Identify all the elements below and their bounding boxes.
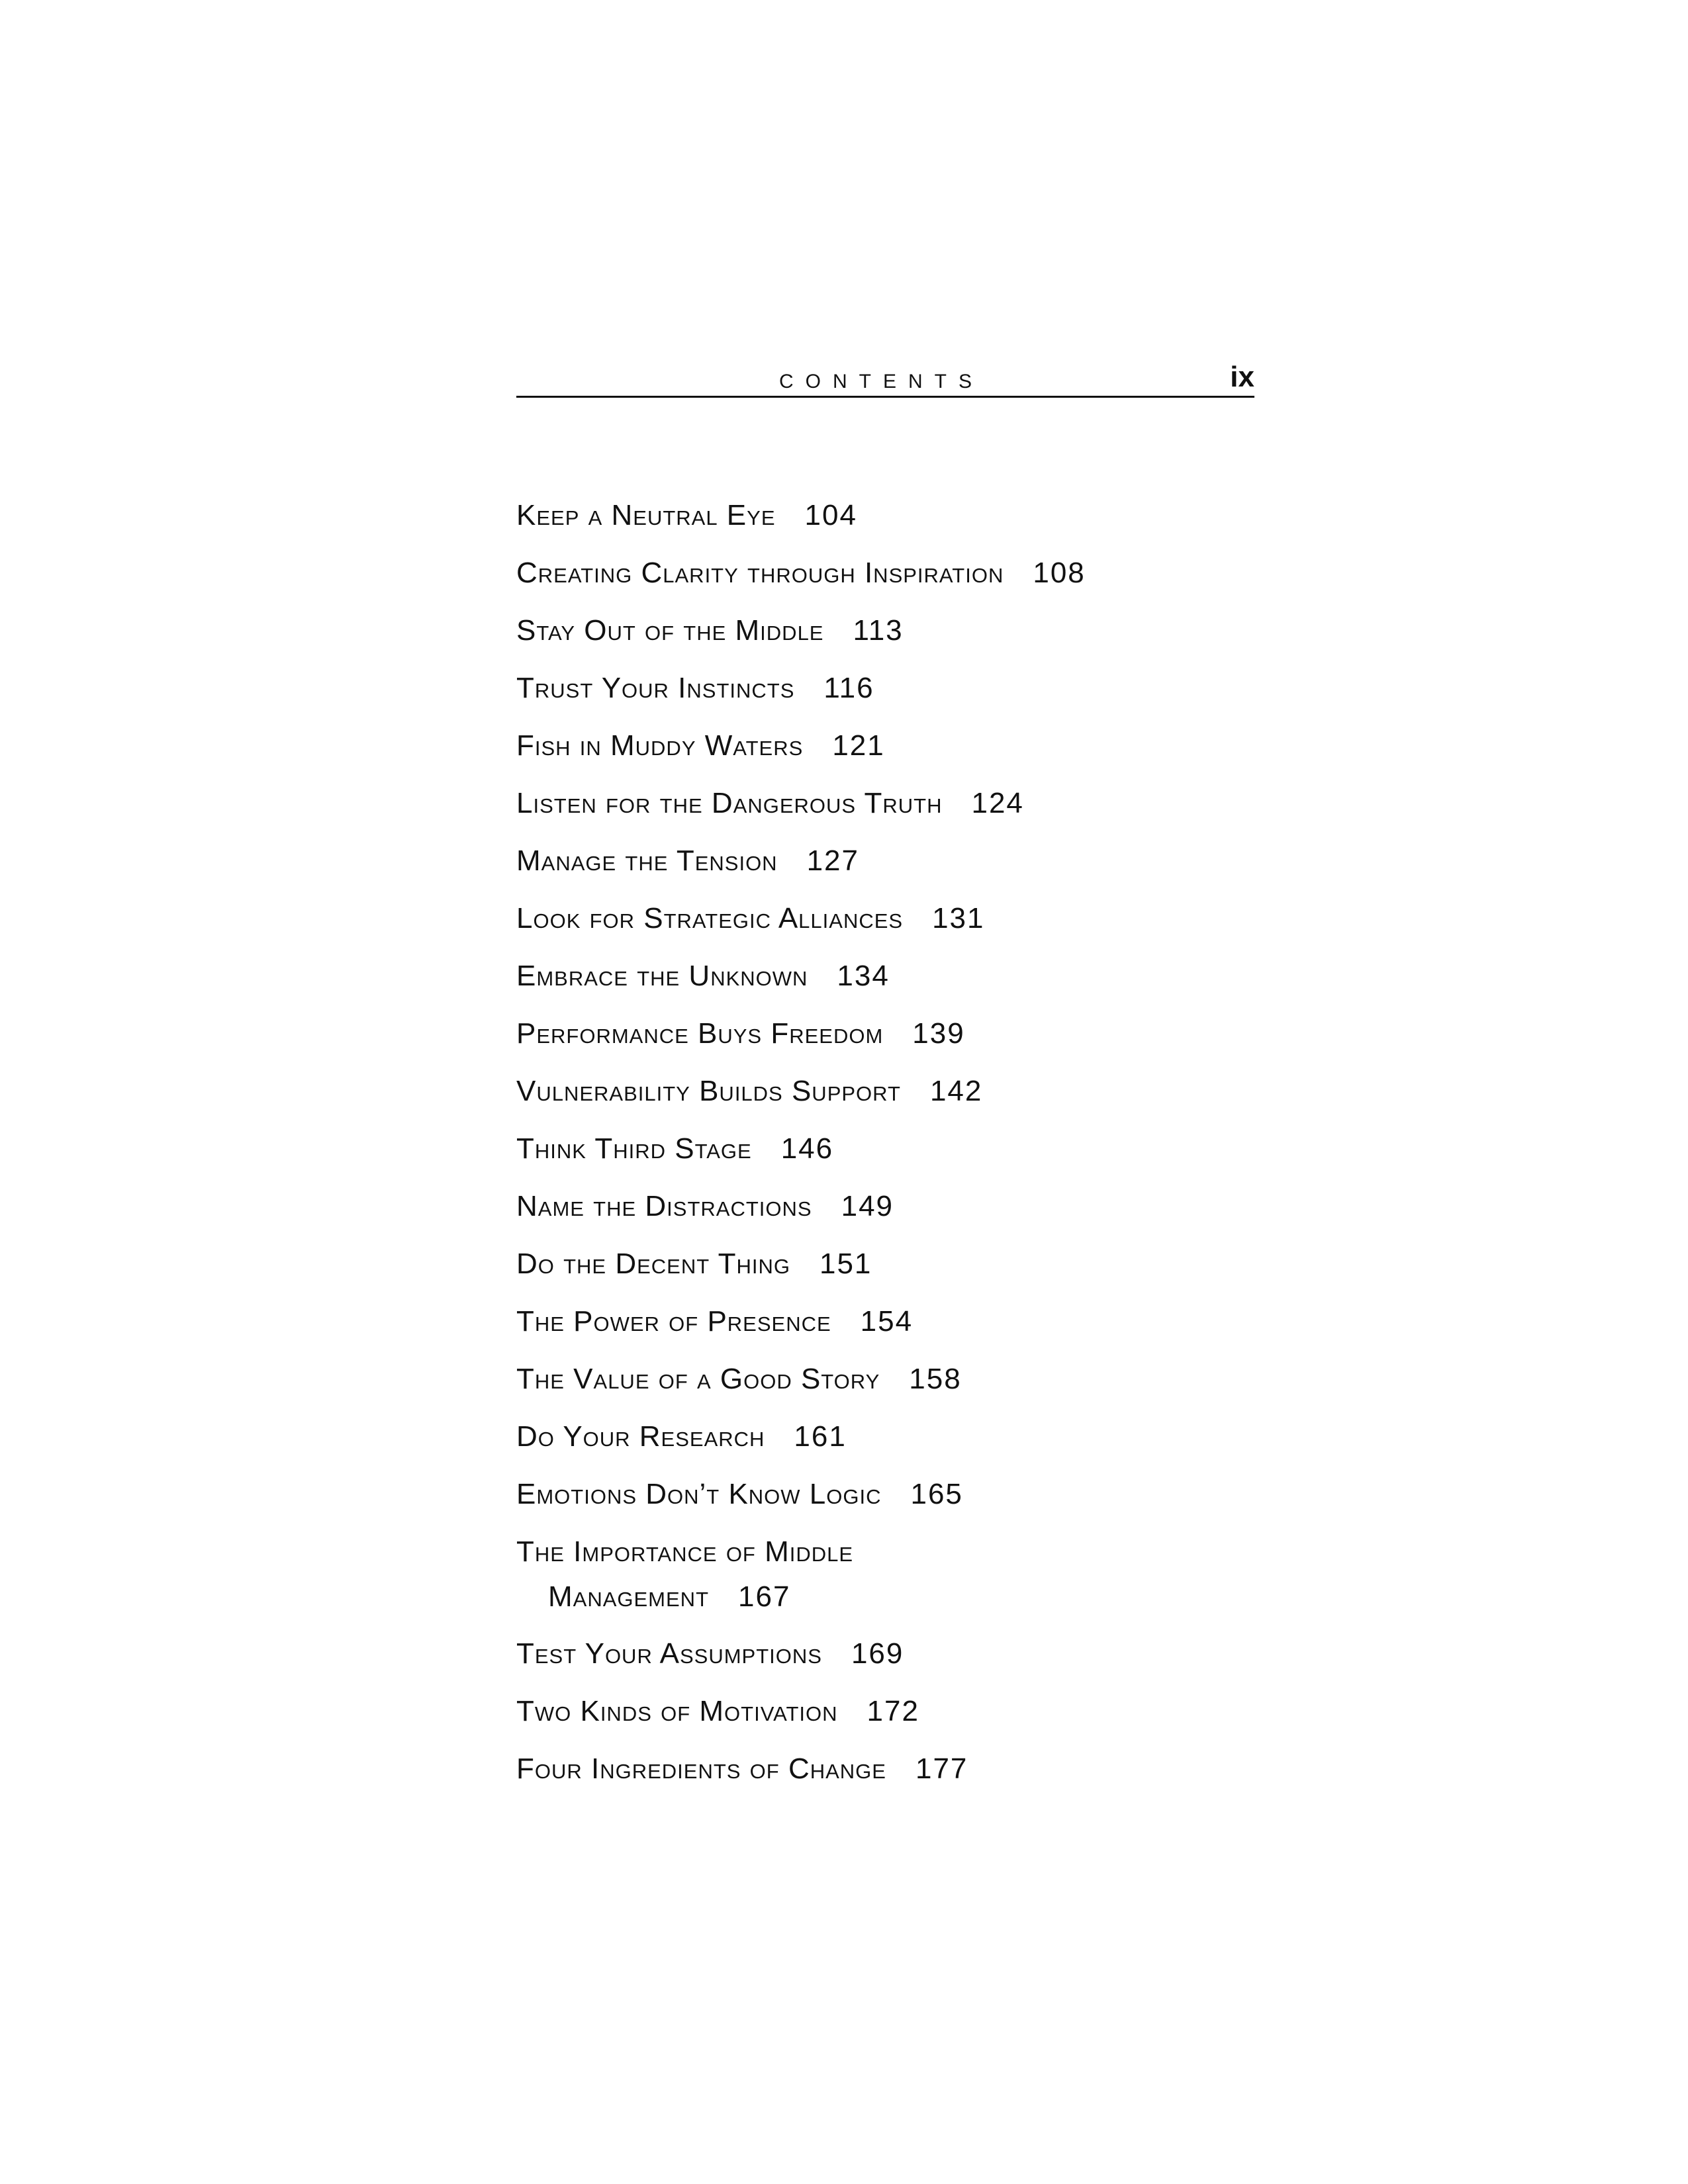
toc-entry-page: 142: [929, 1075, 983, 1107]
toc-entry[interactable]: [516, 551, 1086, 596]
toc-entry[interactable]: [516, 1414, 847, 1459]
toc-entry-page: 108: [1033, 557, 1086, 589]
toc-entry[interactable]: [516, 1631, 904, 1676]
toc-entry-title: Four Ingredients of Change: [516, 1752, 886, 1785]
toc-entry[interactable]: [516, 839, 859, 884]
toc-entry[interactable]: [516, 1299, 913, 1344]
toc-entry-page: 134: [837, 960, 890, 992]
toc-entry-page: 172: [867, 1695, 919, 1727]
toc-entry[interactable]: [516, 723, 885, 768]
toc-entry-title: Stay Out of the Middle: [516, 614, 824, 647]
toc-entry[interactable]: [516, 1011, 965, 1056]
toc-entry-title: The Power of Presence: [516, 1305, 831, 1338]
running-head-title: CONTENTS: [779, 371, 984, 392]
toc-entry[interactable]: [516, 1747, 968, 1792]
toc-entry-title: Emotions Don’t Know Logic: [516, 1478, 882, 1510]
running-head: [516, 357, 1254, 398]
toc-entry-page: 131: [932, 902, 985, 934]
toc-entry-page: 167: [738, 1580, 791, 1613]
toc-entry[interactable]: [516, 781, 1024, 826]
toc-entry-page: 104: [804, 499, 857, 531]
toc-entry[interactable]: [516, 1529, 853, 1619]
toc-entry-page: 149: [841, 1190, 894, 1222]
toc-entry[interactable]: [516, 608, 904, 653]
toc-entry-page: 161: [794, 1420, 847, 1453]
toc-entry-page: 127: [806, 844, 859, 877]
toc-entry-title: Test Your Assumptions: [516, 1637, 822, 1670]
toc-entry-title: Look for Strategic Alliances: [516, 902, 904, 934]
toc-entry-page: 139: [912, 1017, 965, 1050]
toc-entry-title: Embrace the Unknown: [516, 960, 808, 992]
toc-entry-page: 158: [909, 1363, 962, 1395]
toc-entry[interactable]: [516, 666, 874, 711]
toc-entry[interactable]: [516, 493, 857, 538]
toc-entry-title-continued: Management: [548, 1580, 710, 1613]
toc-entry-title: Keep a Neutral Eye: [516, 499, 776, 531]
toc-entry-page: 169: [851, 1637, 904, 1670]
toc-entry-page: 116: [823, 672, 874, 704]
toc-entry-page: 124: [971, 787, 1024, 819]
toc-entry-title: Name the Distractions: [516, 1190, 812, 1222]
toc-entry-title: Two Kinds of Motivation: [516, 1695, 838, 1727]
toc-entry[interactable]: [516, 1069, 982, 1114]
toc-entry-page: 165: [910, 1478, 963, 1510]
toc-entry-page: 146: [780, 1132, 834, 1165]
toc-entry-title: Vulnerability Builds Support: [516, 1075, 901, 1107]
toc-entry[interactable]: [516, 896, 985, 941]
toc-entry-title: Do Your Research: [516, 1420, 765, 1453]
toc-entry[interactable]: [516, 1184, 894, 1229]
folio-page-number: ix: [1230, 361, 1254, 393]
toc-entry-title: The Value of a Good Story: [516, 1363, 880, 1395]
toc-entry-title: Think Third Stage: [516, 1132, 752, 1165]
toc-entry[interactable]: [516, 954, 890, 999]
toc-entry-title: Creating Clarity through Inspiration: [516, 557, 1004, 589]
toc-entry[interactable]: [516, 1472, 963, 1517]
toc-entry-title: The Importance of Middle: [516, 1535, 854, 1568]
toc-entry[interactable]: [516, 1357, 962, 1402]
toc-entry-title: Fish in Muddy Waters: [516, 729, 804, 762]
toc-entry[interactable]: [516, 1689, 919, 1734]
toc-entry-title: Performance Buys Freedom: [516, 1017, 884, 1050]
toc-entry[interactable]: [516, 1242, 872, 1287]
toc-entry-page: 151: [819, 1248, 872, 1280]
toc-entry-title: Trust Your Instincts: [516, 672, 795, 704]
toc-entry-page: 113: [853, 614, 904, 647]
toc-entry-title: Listen for the Dangerous Truth: [516, 787, 943, 819]
toc-entry-page: 121: [832, 729, 885, 762]
toc-entry-title: Do the Decent Thing: [516, 1248, 790, 1280]
toc-entry[interactable]: [516, 1126, 833, 1171]
toc-entry-page: 177: [915, 1752, 968, 1785]
toc-entry-page: 154: [860, 1305, 914, 1338]
toc-entry-title: Manage the Tension: [516, 844, 778, 877]
